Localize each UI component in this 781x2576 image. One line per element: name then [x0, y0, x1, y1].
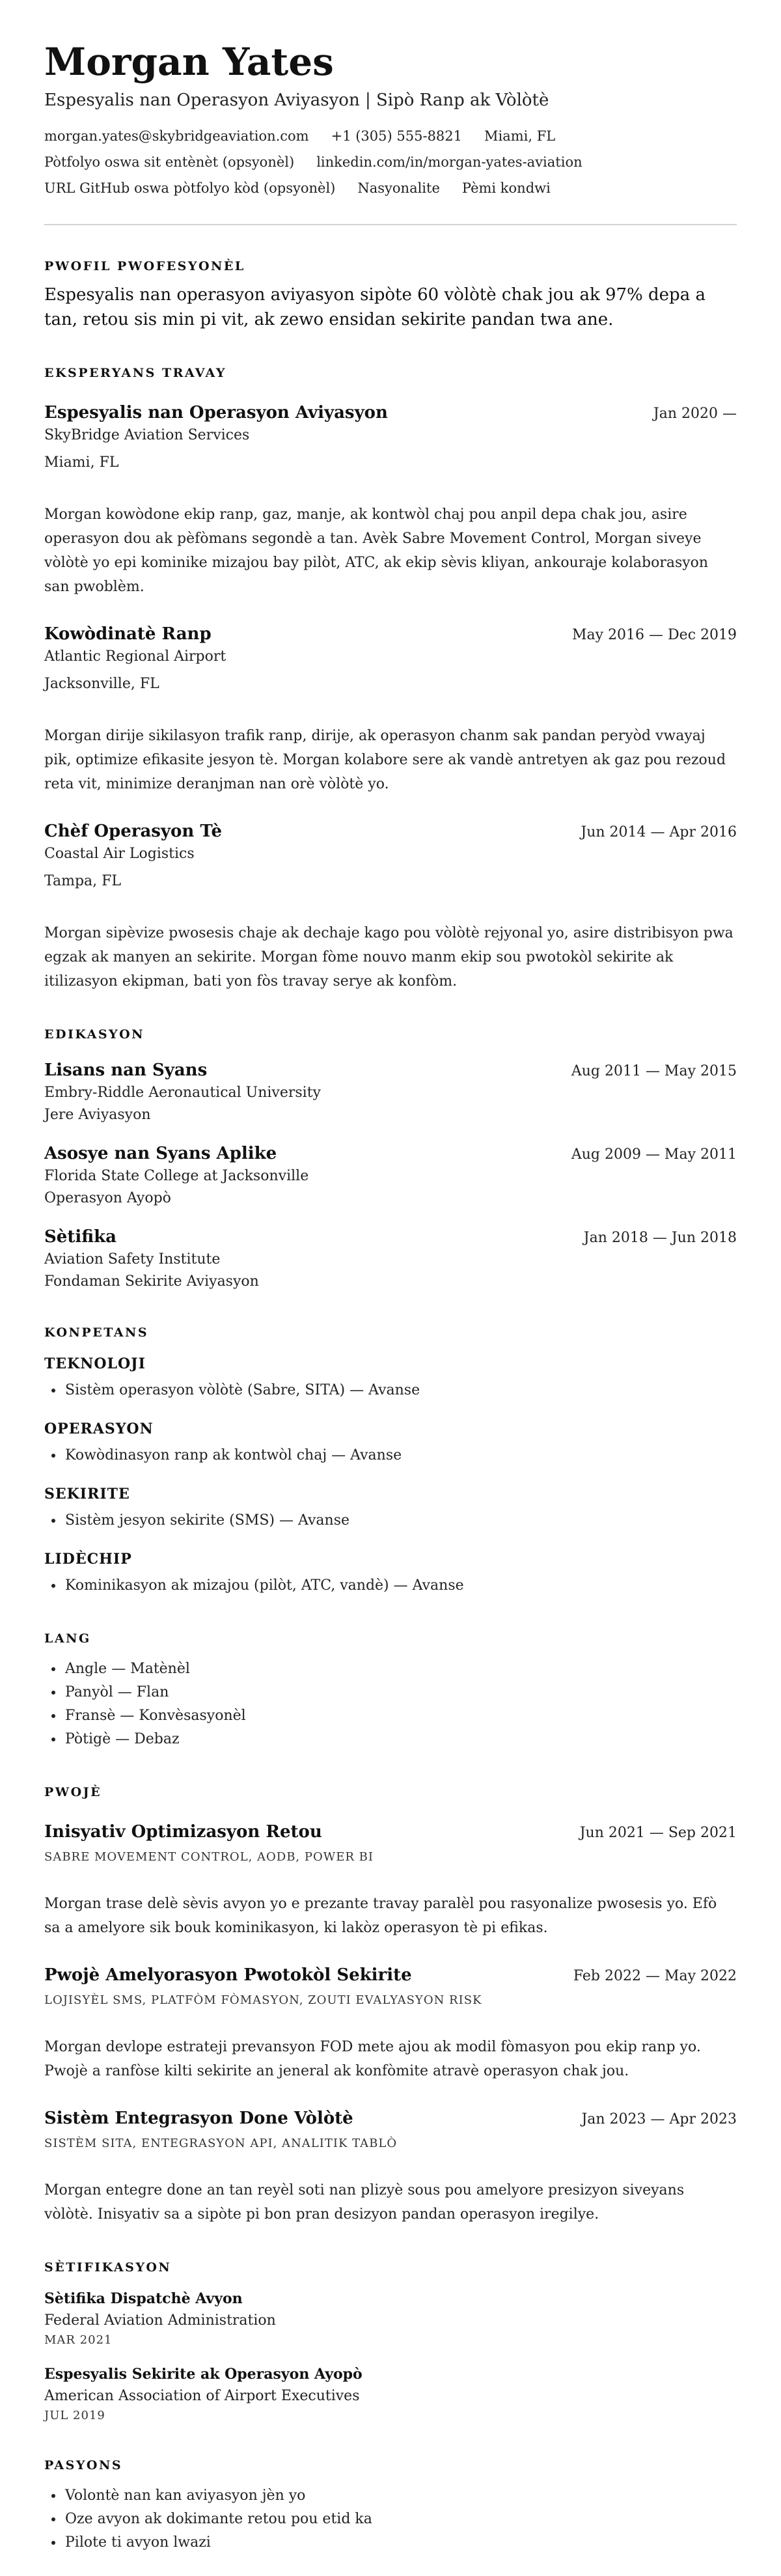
- education-entry: [44, 1225, 737, 1292]
- job-location: Jacksonville, FL: [44, 676, 159, 692]
- degree-field: Operasyon Ayopò: [44, 1190, 171, 1206]
- skill-group: [44, 1484, 737, 1532]
- skill-item: • Kowòdinasyon ranp ak kontwòl chaj — Avanse: [64, 1444, 737, 1467]
- certification-name: Sètifika Dispatchè Avyon: [44, 2290, 243, 2307]
- degree-title: Lisans nan Syans: [44, 1060, 208, 1080]
- language-item: • Pòtigè — Debaz: [64, 1728, 737, 1751]
- contact-email[interactable]: morgan.yates@skybridgeaviation.com: [44, 128, 309, 144]
- project-dates: Feb 2022 — May 2022: [573, 1968, 737, 1984]
- skill-category: TEKNOLOJI: [44, 1355, 146, 1372]
- language-list: [44, 1657, 737, 1751]
- certification-issuer: Federal Aviation Administration: [44, 2312, 276, 2329]
- contact-portfolio[interactable]: Pòtfolyo oswa sit entènèt (opsyonèl): [44, 154, 295, 170]
- job-dates: May 2016 — Dec 2019: [572, 627, 737, 643]
- header-divider: [44, 224, 737, 225]
- job-dates: Jan 2020 —: [653, 406, 737, 422]
- job-description: Morgan dirije sikilasyon trafik ranp, dirije, ak operasyon chanm sak pandan peryòd vwayaj pik, optimize efikasite jesyon tè. Morgan kolabore sere ak vandè antretyen ak gaz pou rezoud reta vit, minimize deranjman nan orè vòlòtè yo.: [44, 728, 726, 792]
- certification-date: JUL 2019: [44, 2409, 105, 2422]
- school-name: Florida State College at Jacksonville: [44, 1168, 309, 1184]
- language-item: • Fransè — Konvèsasyonèl: [64, 1704, 737, 1728]
- section-title-summary: PWOFIL PWOFESYONÈL: [44, 259, 245, 273]
- section-title-projects: PWOJÈ: [44, 1785, 102, 1799]
- project-description: Morgan entegre done an tan reyèl soti nan plizyè sous pou amelyore presizyon siveyans vòlòtè. Inisyativ sa a sipòte pi bon pran desizyon pandan operasyon iregilye.: [44, 2182, 685, 2223]
- experience-entry: [44, 622, 737, 796]
- skill-list: [44, 1574, 737, 1598]
- section-title-interests: PASYONS: [44, 2458, 123, 2472]
- interest-item: • Volontè nan kan aviyasyon jèn yo: [64, 2484, 737, 2508]
- project-dates: Jan 2023 — Apr 2023: [581, 2111, 737, 2127]
- job-company: SkyBridge Aviation Services: [44, 427, 250, 443]
- certification-entry: [44, 2364, 737, 2424]
- project-entry: [44, 1820, 737, 1940]
- interest-item: • Oze avyon ak dokimante retou pou etid ka: [64, 2508, 737, 2531]
- job-title: Kowòdinatè Ranp: [44, 624, 212, 644]
- job-location: Tampa, FL: [44, 873, 122, 889]
- job-location: Miami, FL: [44, 454, 119, 471]
- skill-item: • Sistèm operasyon vòlòtè (Sabre, SITA) — Avanse: [64, 1379, 737, 1402]
- contact-linkedin[interactable]: linkedin.com/in/morgan-yates-aviation: [316, 154, 582, 170]
- skill-group: [44, 1549, 737, 1598]
- certification-name: Espesyalis Sekirite ak Operasyon Ayopò: [44, 2366, 363, 2383]
- degree-title: Asosye nan Syans Aplike: [44, 1144, 277, 1163]
- degree-dates: Aug 2009 — May 2011: [571, 1146, 737, 1163]
- job-title: Chèf Operasyon Tè: [44, 822, 222, 841]
- contact-nationality: Nasyonalite: [357, 180, 440, 196]
- section-title-languages: LANG: [44, 1631, 91, 1646]
- experience-entry: [44, 401, 737, 599]
- degree-field: Fondaman Sekirite Aviyasyon: [44, 1273, 259, 1290]
- certification-issuer: American Association of Airport Executives: [44, 2388, 360, 2404]
- degree-field: Jere Aviyasyon: [44, 1107, 151, 1123]
- summary-text: Espesyalis nan operasyon aviyasyon sipòte 60 vòlòtè chak jou ak 97% depa a tan, retou sis min pi vit, ak zewo ensidan sekirite pandan twa ane.: [44, 285, 706, 329]
- interest-list: [44, 2484, 737, 2555]
- education-entry: [44, 1142, 737, 1208]
- project-name: Inisyativ Optimizasyon Retou: [44, 1822, 322, 1842]
- contact-phone[interactable]: +1 (305) 555-8821: [331, 128, 463, 144]
- skill-list: [44, 1444, 737, 1467]
- school-name: Embry-Riddle Aeronautical University: [44, 1085, 321, 1101]
- contact-license: Pèmi kondwi: [461, 180, 551, 196]
- projects-section: [44, 1784, 737, 2226]
- project-name: Pwojè Amelyorasyon Pwotokòl Sekirite: [44, 1965, 412, 1985]
- section-title-certifications: SÈTIFIKASYON: [44, 2260, 172, 2275]
- project-tags: SISTÈM SITA, ENTEGRASYON API, ANALITIK TABLÒ: [44, 2137, 398, 2150]
- project-tags: SABRE MOVEMENT CONTROL, AODB, POWER BI: [44, 1850, 374, 1864]
- project-name: Sistèm Entegrasyon Done Vòlòtè: [44, 2109, 353, 2128]
- project-description: Morgan trase delè sèvis avyon yo e prezante travay paralèl pou rasyonalize pwosesis yo. Efò sa a amelyore sik bouk kominikasyon, ki lakòz operasyon tè pi efikas.: [44, 1896, 717, 1936]
- contact-row-3: [44, 178, 737, 198]
- contact-location: Miami, FL: [484, 128, 556, 144]
- section-title-experience: EKSPERYANS TRAVAY: [44, 366, 226, 380]
- interest-item: • Pilote ti avyon lwazi: [64, 2531, 737, 2555]
- resume-name: Morgan Yates: [44, 40, 334, 84]
- skill-category: LIDÈCHIP: [44, 1551, 132, 1568]
- project-entry: [44, 2107, 737, 2226]
- skill-item: • Sistèm jesyon sekirite (SMS) — Avanse: [64, 1509, 737, 1532]
- section-title-skills: KONPETANS: [44, 1325, 149, 1340]
- project-tags: LOJISYÈL SMS, PLATFÒM FÒMASYON, ZOUTI EVALYASYON RISK: [44, 1993, 482, 2007]
- job-company: Coastal Air Logistics: [44, 846, 195, 862]
- resume-headline: Espesyalis nan Operasyon Aviyasyon | Sipò Ranp ak Vòlòtè: [44, 90, 549, 110]
- project-dates: Jun 2021 — Sep 2021: [579, 1825, 737, 1841]
- contact-row-1: [44, 126, 737, 146]
- skill-item: • Kominikasyon ak mizajou (pilòt, ATC, vandè) — Avanse: [64, 1574, 737, 1598]
- experience-entry: [44, 820, 737, 993]
- contact-github[interactable]: URL GitHub oswa pòtfolyo kòd (opsyonèl): [44, 180, 336, 196]
- skill-category: SEKIRITE: [44, 1486, 130, 1503]
- language-item: • Angle — Matènèl: [64, 1657, 737, 1681]
- degree-dates: Aug 2011 — May 2015: [571, 1063, 737, 1079]
- school-name: Aviation Safety Institute: [44, 1251, 221, 1267]
- project-entry: [44, 1963, 737, 2083]
- job-title: Espesyalis nan Operasyon Aviyasyon: [44, 403, 388, 422]
- skill-category: OPERASYON: [44, 1420, 154, 1437]
- skill-group: [44, 1354, 737, 1402]
- job-dates: Jun 2014 — Apr 2016: [581, 824, 737, 840]
- contact-row-2: [44, 152, 737, 172]
- job-description: Morgan sipèvize pwosesis chaje ak dechaje kago pou vòlòtè rejyonal yo, asire distribisyon pwa egzak ak manyen an sekirite. Morgan fòme nouvo manm ekip sou pwotokòl sekirite ak itilizasyon ekipman, bati yon fòs travay serye ak konfòm.: [44, 925, 733, 990]
- section-title-education: EDIKASYON: [44, 1027, 145, 1042]
- degree-dates: Jan 2018 — Jun 2018: [583, 1230, 737, 1246]
- job-description: Morgan kowòdone ekip ranp, gaz, manje, ak kontwòl chaj pou anpil depa chak jou, asire operasyon dou ak pèfòmans segondè a tan. Avèk Sabre Movement Control, Morgan siveye vòlòtè yo epi kominike mizajou bay pilòt, ATC, ak ekip sèvis kliyan, ankouraje kolaborasyon san pwoblèm.: [44, 506, 709, 595]
- skill-group: [44, 1419, 737, 1467]
- language-item: • Panyòl — Flan: [64, 1681, 737, 1704]
- skill-list: [44, 1379, 737, 1402]
- degree-title: Sètifika: [44, 1227, 116, 1247]
- skill-list: [44, 1509, 737, 1532]
- project-description: Morgan devlope estrateji prevansyon FOD mete ajou ak modil fòmasyon pou ekip ranp yo. Pwojè a ranfòse kilti sekirite an jeneral ak konfòmite atravè operasyon chak jou.: [44, 2039, 701, 2079]
- certification-date: MAR 2021: [44, 2333, 113, 2347]
- education-section: [44, 1026, 737, 1292]
- certification-entry: [44, 2289, 737, 2349]
- education-entry: [44, 1059, 737, 1125]
- job-company: Atlantic Regional Airport: [44, 648, 226, 665]
